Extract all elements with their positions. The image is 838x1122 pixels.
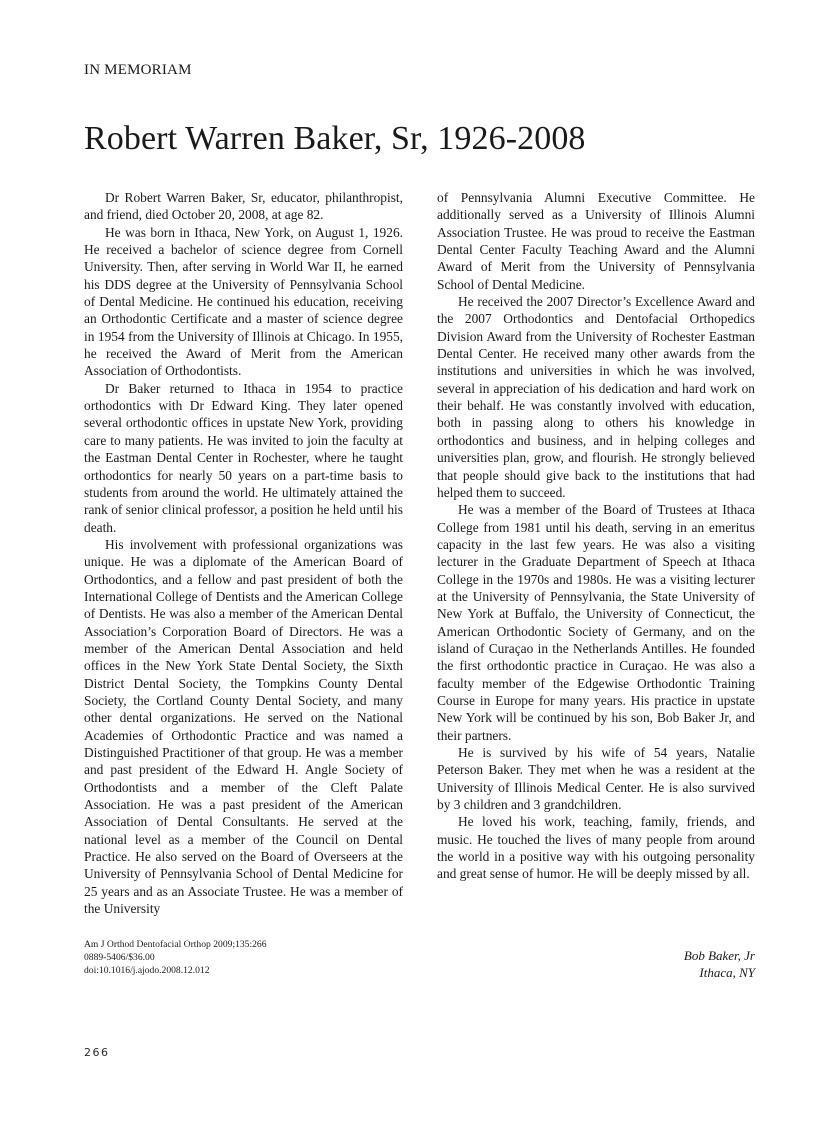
- paragraph: He received the 2007 Director’s Excellence Award and the 2007 Orthodontics and Dentofacial Orthopedics Division Award from the University of Rochester Eastman Dental Center. He received many other awards from the institutions and universities in which he was involved, several in appreciation of his dedication and hard work on their behalf. He was constantly involved with education, both in passing along to others his knowledge in orthodontics and business, and in helping colleges and universities plan, grow, and flourish. He strongly believed that people should give back to the institutions that had helped them to succeed.: [437, 294, 755, 500]
- paragraph: His involvement with professional organizations was unique. He was a diplomate of the American Board of Orthodontics, and a fellow and past president of both the International College of Dentists and the American College of Dentists. He was also a member of the American Dental Association’s Corporation Board of Directors. He was a member of the American Dental Association and held offices in the New York State Dental Society, the Sixth District Dental Society, the Tompkins County Dental Society, the Cortland County Dental Society, and many other dental organizations. He served on the National Academies of Orthodontic Practice and was named a Distinguished Practitioner of that group. He was a member and past president of the Edward H. Angle Society of Orthodontists and a member of the Cleft Palate Association. He was a past president of the American Association of Dental Consultants. He served at the national level as a member of the Council on Dental Practice. He also served on the Board of Overseers at the University of Pennsylvania School of Dental Medicine for 25 years and as an Associate Trustee. He was a member of the University: [84, 536, 403, 917]
- doi[interactable]: doi:10.1016/j.ajodo.2008.12.012: [84, 965, 210, 976]
- signature-block: [684, 947, 755, 981]
- paragraph: Dr Baker returned to Ithaca in 1954 to practice orthodontics with Dr Edward King. They later opened several orthodontic offices in upstate New York, providing care to many patients. He was invited to join the faculty at the Eastman Dental Center in Rochester, where he taught orthodontics for nearly 50 years on a part-time basis to students from around the world. He ultimately attained the rank of senior clinical professor, a position he held until his death.: [84, 380, 403, 535]
- right-column: [437, 189, 755, 883]
- paragraph: He is survived by his wife of 54 years, Natalie Peterson Baker. They met when he was a resident at the University of Illinois Medical Center. He is also survived by 3 children and 3 grandchildren.: [437, 745, 755, 813]
- paragraph-continuation: of Pennsylvania Alumni Executive Committee. He additionally served as a University of Illinois Alumni Association Trustee. He was proud to receive the Eastman Dental Center Faculty Teaching Award and the Alumni Award of Merit from the University of Pennsylvania School of Dental Medicine.: [437, 190, 755, 292]
- signature-location: Ithaca, NY: [699, 965, 755, 980]
- paragraph: He was born in Ithaca, New York, on August 1, 1926. He received a bachelor of science degree from Cornell University. Then, after serving in World War II, he earned his DDS degree at the University of Pennsylvania School of Dental Medicine. He continued his education, receiving an Orthodontic Certificate and a master of science degree in 1954 from the University of Illinois at Chicago. In 1955, he received the Award of Merit from the American Association of Orthodontists.: [84, 224, 403, 379]
- journal-citation: Am J Orthod Dentofacial Orthop 2009;135:266: [84, 939, 267, 950]
- left-column: [84, 189, 403, 917]
- page-number: 266: [84, 1046, 110, 1059]
- section-label: IN MEMORIAM: [84, 62, 192, 78]
- paragraph: He loved his work, teaching, family, friends, and music. He touched the lives of many people from around the world in a positive way with his outgoing personality and great sense of humor. He will be deeply missed by all.: [437, 814, 755, 882]
- paragraph: He was a member of the Board of Trustees at Ithaca College from 1981 until his death, serving in an emeritus capacity in the last few years. He was also a visiting lecturer in the Graduate Department of Speech at Ithaca College in the 1970s and 1980s. He was a visiting lecturer at the University of Pennsylvania, the State University of New York at Buffalo, the University of Connecticut, the American Orthodontic Society of Germany, and on the island of Curaçao in the Netherlands Antilles. He founded the first orthodontic practice in Curaçao. He was also a faculty member of the Edgewise Orthodontic Training Course in Europe for many years. His practice in upstate New York will be continued by his son, Bob Baker Jr, and their partners.: [437, 502, 755, 743]
- signature-author: Bob Baker, Jr: [683, 948, 755, 963]
- issn-price: 0889-5406/$36.00: [84, 952, 155, 963]
- paragraph: Dr Robert Warren Baker, Sr, educator, philanthropist, and friend, died October 20, 2008, at age 82.: [84, 190, 403, 223]
- article-title: Robert Warren Baker, Sr, 1926-2008: [84, 120, 586, 157]
- citation-block: [84, 938, 267, 977]
